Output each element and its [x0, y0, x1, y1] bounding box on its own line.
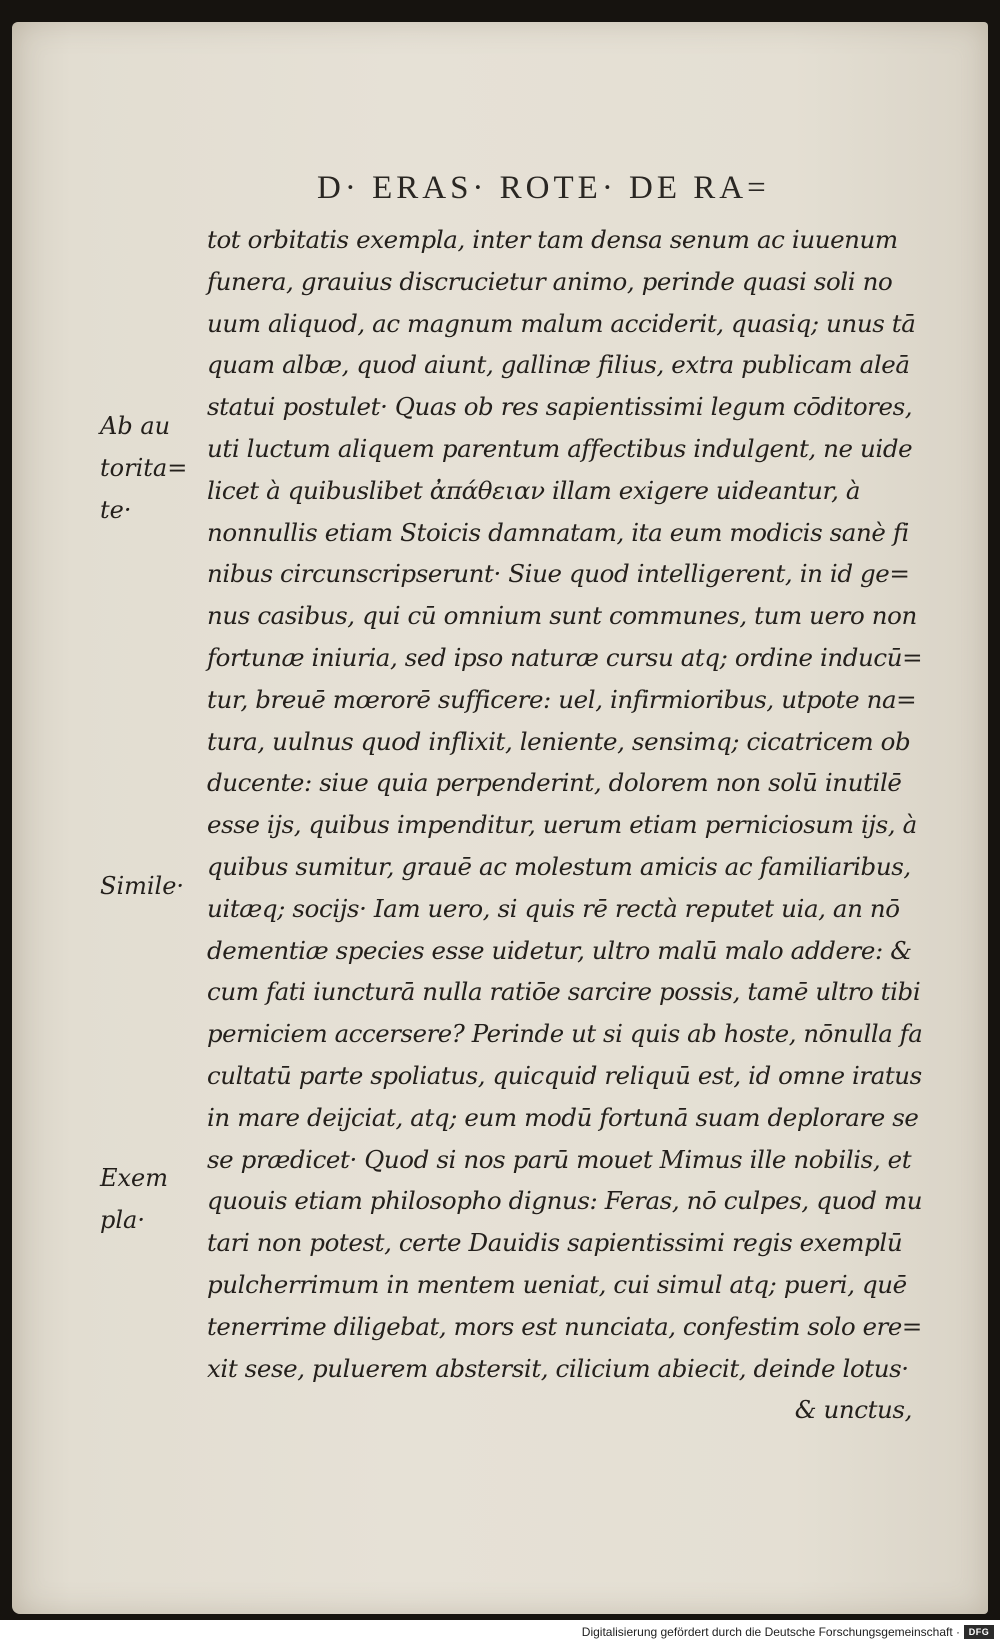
text-line: tari non potest, certe Dauidis sapientissimi regis exemplū — [207, 1228, 903, 1258]
text-line: uti luctum aliquem parentum affectibus indulgent, ne uide — [207, 433, 913, 463]
text-line: uitæq; socijs· Iam uero, si quis rē rectà reputet uia, an nō — [207, 893, 900, 923]
text-line: in mare deijciat, atq; eum modū fortunā suam deplorare se — [207, 1102, 919, 1132]
text-line: dementiæ species esse uidetur, ultro malū malo addere: & — [207, 935, 912, 965]
margin-note: Ab au — [100, 412, 171, 440]
text-line: esse ijs, quibus impenditur, uerum etiam perniciosum ijs, à — [207, 810, 917, 840]
text-line: nus casibus, qui cū omnium sunt communes, tum uero non — [207, 601, 917, 631]
margin-note: torita= — [100, 453, 188, 482]
text-line: quam albæ, quod aiunt, gallinæ filius, extra publicam aleā — [207, 350, 910, 380]
text-line: ducente: siue quia perpenderint, dolorem non solū inutilē — [207, 768, 902, 798]
text-line: fortunæ iniuria, sed ipso naturæ cursu atq; ordine inducū= — [207, 642, 923, 672]
text-line: nibus circunscripserunt· Siue quod intelligerent, in id ge= — [207, 559, 910, 589]
text-line: perniciem accersere? Perinde ut si quis ab hoste, nōnulla fa — [207, 1019, 923, 1049]
text-line: funera, grauius discrucietur animo, perinde quasi soli no — [207, 266, 893, 296]
catchword: & unctus, — [794, 1395, 912, 1425]
text-line: nonnullis etiam Stoicis damnatam, ita eum modicis sanè fi — [207, 517, 909, 547]
text-line: licet à quibuslibet ἀπάθειαν illam exigere uideantur, à — [207, 475, 861, 505]
footer-credit: Digitalisierung gefördert durch die Deutsche Forschungsgemeinschaft · — [581, 1625, 960, 1639]
text-line: statui postulet· Quas ob res sapientissimi legum cōditores, — [207, 392, 913, 422]
text-line: pulcherrimum in mentem ueniat, cui simul atq; pueri, quē — [207, 1269, 907, 1299]
text-line: cultatū parte spoliatus, quicquid reliquū est, id omne iratus — [207, 1060, 922, 1090]
text-line: tot orbitatis exempla, inter tam densa senum ac iuuenum — [207, 225, 898, 254]
text-line: xit sese, puluerem abstersit, cilicium abiecit, deinde lotus· — [207, 1353, 909, 1383]
body-text — [207, 219, 922, 1431]
margin-note: pla· — [100, 1206, 145, 1235]
book-page — [12, 22, 988, 1614]
margin-note: te· — [100, 495, 132, 524]
running-header: D· ERAS· ROTE· DE RA= — [317, 170, 770, 206]
text-line: quibus sumitur, grauē ac molestum amicis ac familiaribus, — [207, 851, 911, 881]
dfg-logo: DFG — [964, 1625, 994, 1639]
text-line: se prædicet· Quod si nos parū mouet Mimus ille nobilis, et — [207, 1144, 912, 1174]
text-line: tur, breuē mœrorē sufficere: uel, infirmioribus, utpote na= — [207, 684, 917, 714]
text-line: tenerrime diligebat, mors est nunciata, confestim solo ere= — [207, 1311, 922, 1341]
text-line: cum fati iuncturā nulla ratiōe sarcire possis, tamē ultro tibi — [207, 977, 921, 1007]
text-line: uum aliquod, ac magnum malum acciderit, quasiq; unus tā — [207, 308, 916, 338]
margin-note: Simile· — [100, 871, 185, 900]
margin-note: Exem — [100, 1164, 169, 1193]
text-line: quouis etiam philosopho dignus: Feras, nō culpes, quod mu — [207, 1186, 923, 1216]
text-line: tura, uulnus quod inflixit, leniente, sensimq; cicatricem ob — [207, 726, 911, 756]
digitization-footer — [0, 1620, 1000, 1646]
